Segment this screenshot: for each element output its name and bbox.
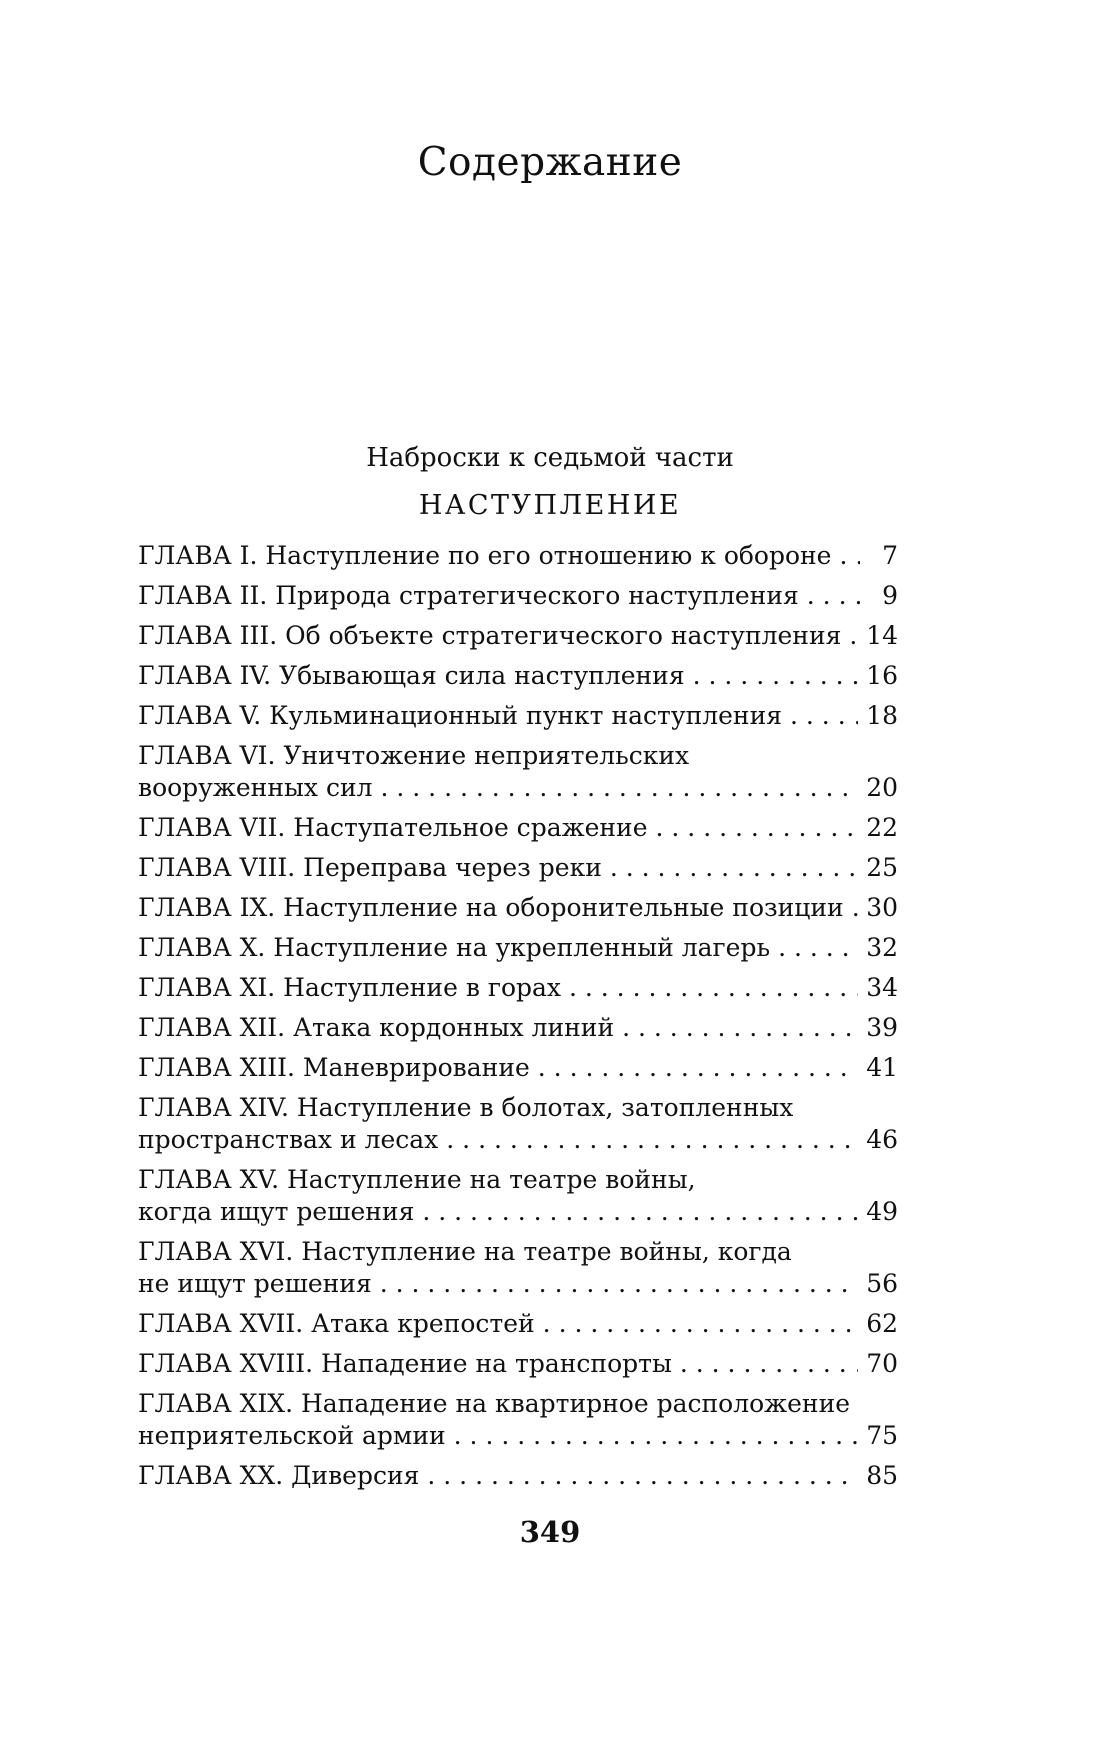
toc-entry-line: [138, 1420, 898, 1452]
dot-leader: [778, 932, 858, 964]
toc-entry: [138, 852, 898, 884]
toc-entry-page: 85: [866, 1461, 898, 1490]
toc-entry-line: [138, 892, 898, 924]
toc-entry-line: [138, 700, 898, 732]
toc-entry-title: когда ищут решения: [138, 1197, 415, 1226]
dot-leader: [610, 852, 858, 884]
dot-leader: [380, 1268, 858, 1300]
toc-entry: [138, 620, 898, 652]
toc-entry: [138, 892, 898, 924]
toc-entry-title: ГЛАВА III. Об объекте стратегического наступления: [138, 621, 842, 650]
toc-entry-page: 46: [866, 1125, 898, 1154]
toc-entry: [138, 540, 898, 572]
toc-entry-title: ГЛАВА IV. Убывающая сила наступления: [138, 661, 685, 690]
toc-entry-page: 14: [866, 621, 898, 650]
toc-entry-line: [138, 772, 898, 804]
toc-entry-line: [138, 1052, 898, 1084]
toc-entry-page: 7: [882, 541, 898, 570]
toc-entry: [138, 1308, 898, 1340]
toc-entry-title: ГЛАВА XIII. Маневрирование: [138, 1053, 530, 1082]
dot-leader: [839, 540, 860, 572]
toc-entry-title: ГЛАВА VI. Уничтожение неприятельских: [138, 741, 690, 770]
dot-leader: [427, 1460, 858, 1492]
toc-entry-line: [138, 1308, 898, 1340]
toc-entry: [138, 740, 898, 804]
toc-entry: [138, 700, 898, 732]
dot-leader: [454, 1420, 859, 1452]
page-number: 349: [519, 1515, 581, 1549]
toc-entry-title: ГЛАВА XIX. Нападение на квартирное расположение: [138, 1389, 851, 1418]
dot-leader: [849, 620, 858, 652]
toc-entry-page: 62: [866, 1309, 898, 1338]
toc-entry: [138, 1388, 898, 1452]
dot-leader: [852, 892, 858, 924]
toc-entry-page: 49: [866, 1197, 898, 1226]
toc-entry-line: [138, 1268, 898, 1300]
toc-entry-line: [138, 972, 898, 1004]
dot-leader: [807, 580, 860, 612]
toc-entry-title: вооруженных сил: [138, 773, 373, 802]
toc-entry: [138, 660, 898, 692]
toc-entry-title: ГЛАВА X. Наступление на укрепленный лагерь: [138, 933, 771, 962]
toc-entry-title: ГЛАВА XVII. Атака крепостей: [138, 1309, 535, 1338]
toc-entry: [138, 932, 898, 964]
toc-entry-page: 16: [866, 661, 898, 690]
toc-entry-line: [138, 1012, 898, 1044]
toc-entry-page: 32: [866, 933, 898, 962]
toc-entry-title: ГЛАВА VII. Наступательное сражение: [138, 813, 648, 842]
toc-entry-title: ГЛАВА XI. Наступление в горах: [138, 973, 561, 1002]
toc-entry-line: [138, 580, 898, 612]
toc-entry: [138, 812, 898, 844]
toc-entry-page: 22: [866, 813, 898, 842]
toc-entry-title: не ищут решения: [138, 1269, 372, 1298]
toc-entry-line: [138, 1124, 898, 1156]
toc-entry-title: пространствах и лесах: [138, 1125, 439, 1154]
toc-entry-title: ГЛАВА V. Кульминационный пункт наступления: [138, 701, 783, 730]
dot-leader: [569, 972, 858, 1004]
dot-leader: [381, 772, 859, 804]
toc-entry-line: [138, 1348, 898, 1380]
toc-entry: [138, 972, 898, 1004]
toc-entry-page: 9: [882, 581, 898, 610]
toc-entry: [138, 580, 898, 612]
toc-entry-title: ГЛАВА XII. Атака кордонных линий: [138, 1013, 615, 1042]
toc-entry: [138, 1164, 898, 1228]
toc-entry-title: ГЛАВА IX. Наступление на оборонительные позиции: [138, 893, 844, 922]
dot-leader: [538, 1052, 858, 1084]
dot-leader: [790, 700, 858, 732]
dot-leader: [543, 1308, 859, 1340]
dot-leader: [622, 1012, 858, 1044]
toc-entry: [138, 1460, 898, 1492]
toc-entry-title: ГЛАВА XV. Наступление на театре войны,: [138, 1165, 696, 1194]
toc-entry-page: 18: [866, 701, 898, 730]
table-of-contents: [138, 540, 898, 1500]
toc-entry-title: ГЛАВА XIV. Наступление в болотах, затопленных: [138, 1093, 794, 1122]
toc-entry: [138, 1348, 898, 1380]
dot-leader: [422, 1196, 858, 1228]
toc-entry-page: 39: [866, 1013, 898, 1042]
toc-entry-line: [138, 660, 898, 692]
toc-entry-line: [138, 1196, 898, 1228]
section-title: НАСТУПЛЕНИЕ: [418, 490, 682, 521]
toc-entry: [138, 1052, 898, 1084]
section-subtitle: Наброски к седьмой части: [366, 443, 734, 473]
toc-entry: [138, 1092, 898, 1156]
toc-entry-page: 20: [866, 773, 898, 802]
toc-entry-title: ГЛАВА VIII. Переправа через реки: [138, 853, 602, 882]
toc-entry-page: 70: [866, 1349, 898, 1378]
dot-leader: [446, 1124, 858, 1156]
toc-entry-line: [138, 932, 898, 964]
toc-entry-line: [138, 620, 898, 652]
toc-entry-page: 25: [866, 853, 898, 882]
toc-entry-title: ГЛАВА XVI. Наступление на театре войны, когда: [138, 1237, 792, 1266]
toc-entry-page: 41: [866, 1053, 898, 1082]
toc-entry-page: 75: [866, 1421, 898, 1450]
toc-entry-line: [138, 852, 898, 884]
toc-entry-title: ГЛАВА XX. Диверсия: [138, 1461, 420, 1490]
toc-entry-page: 30: [866, 893, 898, 922]
dot-leader: [680, 1348, 858, 1380]
toc-entry-line: [138, 1460, 898, 1492]
toc-entry-title: ГЛАВА I. Наступление по его отношению к обороне: [138, 541, 832, 570]
toc-entry-title: ГЛАВА II. Природа стратегического наступления: [138, 581, 799, 610]
toc-entry: [138, 1236, 898, 1300]
toc-entry-line: [138, 540, 898, 572]
toc-entry-line: [138, 812, 898, 844]
toc-entry-title: ГЛАВА XVIII. Нападение на транспорты: [138, 1349, 672, 1378]
dot-leader: [656, 812, 859, 844]
toc-entry-title: неприятельской армии: [138, 1421, 446, 1450]
toc-entry-page: 34: [866, 973, 898, 1002]
toc-entry: [138, 1012, 898, 1044]
page-title: Содержание: [417, 140, 683, 185]
dot-leader: [693, 660, 859, 692]
toc-entry-page: 56: [866, 1269, 898, 1298]
